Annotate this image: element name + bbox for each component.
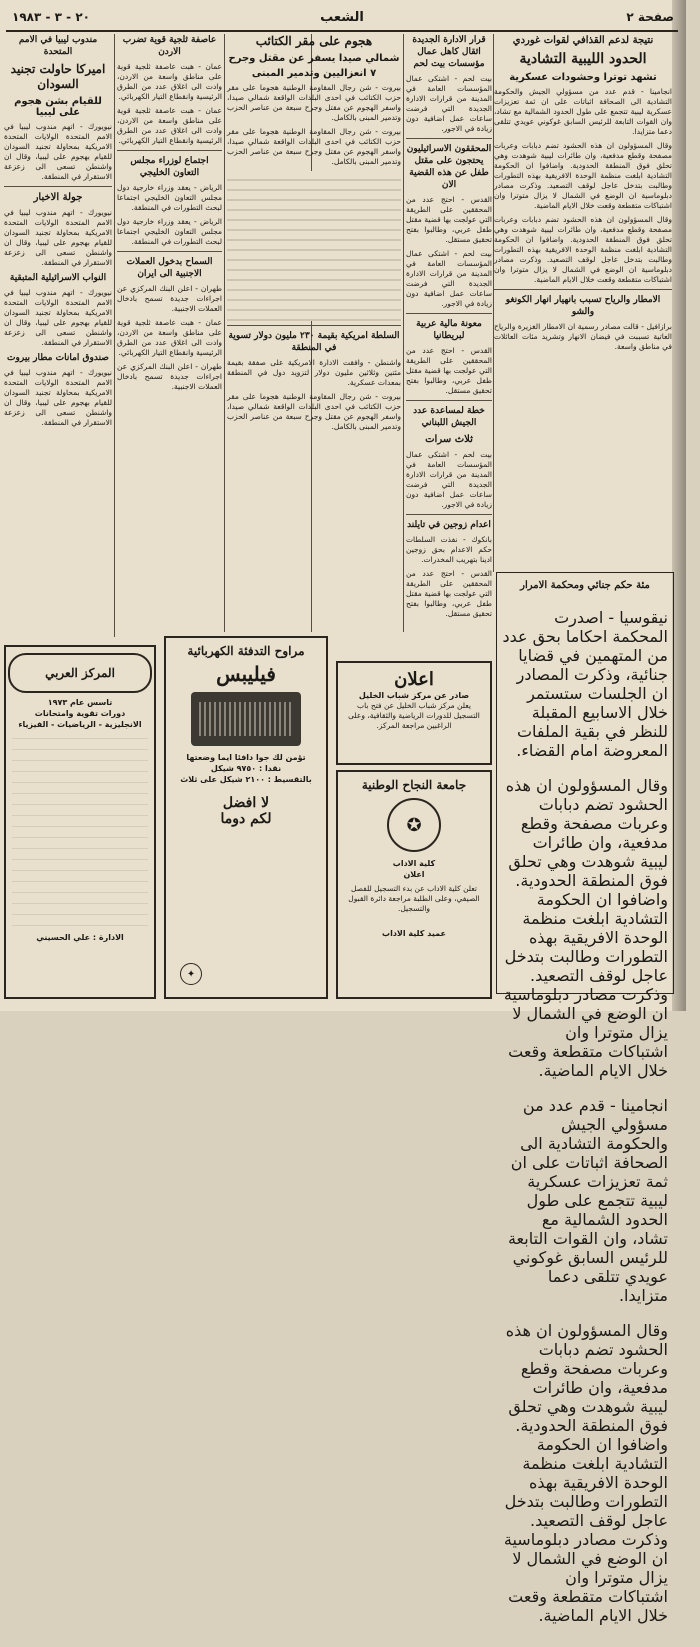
article-body: بيت لحم - اشتكى عمال المؤسسات العامة في المدينة من قرارات الادارة الجديدة التي فرضت ساعات عمل اضافية دون زيادة في الاجور. [406,450,492,509]
article-headline: اجتماع لوزراء مجلس التعاون الخليجي [130,156,209,178]
divider [406,313,492,314]
masthead [6,4,678,32]
ad-philips-heater [164,636,328,999]
divider [406,514,492,515]
article-body: وقال المسؤولون ان هذه الحشود تضم دبابات وعربات مصفحة وقطع مدفعية، وان طائرات ليبية شوهدت وهي تحلق فوق المنطقة الحدودية. واضافوا ان الحكومة التشادية ابلغت منظمة الوحدة الافريقية بهذه التطورات وطالبت بتدخل عاجل لوقف التصعيد. وذكرت مصادر دبلوماسية ان الوضع في الشمال لا يزال متوترا وان اشتباكات متقطعة وقعت خلال الايام الماضية. [494,215,672,284]
article-column-5 [4,34,112,637]
article-column-3 [227,34,401,632]
article-body: وقال المسؤولون ان هذه الحشود تضم دبابات وعربات مصفحة وقطع مدفعية، وان طائرات ليبية شوهدت وهي تحلق فوق المنطقة الحدودية. واضافوا ان الحكومة التشادية ابلغت منظمة الوحدة الافريقية بهذه التطورات وطالبت بتدخل عاجل لوقف التصعيد. وذكرت مصادر دبلوماسية ان الوضع في الشمال لا يزال متوترا وان اشتباكات متقطعة وقعت خلال الايام الماضية. [494,141,672,210]
ad-text: دورات تقوية وامتحانات [34,709,126,718]
page-number: صفحة ٢ [626,10,674,24]
article-body: القدس - احتج عدد من المحققين على الطريقة التي عولجت بها قضية مقتل طفل عربي، وطالبوا بفتح تحقيق مستقل. [406,569,492,618]
article-column-2 [406,34,492,632]
article-body: القدس - احتج عدد من المحققين على الطريقة التي عولجت بها قضية مقتل طفل عربي، وطالبوا بفتح تحقيق مستقل. [406,195,492,244]
ad-text: يعلن مركز شباب الخليل عن فتح باب التسجيل للدورات الرياضية والثقافية، وعلى الراغبين مراجعة المركز. [348,701,480,730]
article-headline: مئة حكم جنائي ومحكمة الامرار [520,580,650,591]
article-body: بيت لحم - اشتكى عمال المؤسسات العامة في المدينة من قرارات الادارة الجديدة التي فرضت ساعات عمل اضافية دون زيادة في الاجور. [406,74,492,133]
article-headline: السماح بدخول العملات الاجنبية الى ايران [126,257,213,279]
article-column-4 [117,34,222,632]
article-headline: صندوق امانات مطار بيروت [7,353,109,363]
ad-course-list [12,736,148,926]
column-rule [114,34,115,637]
ad-slogan: لا افضل [222,795,270,811]
university-name: جامعة النجاح الوطنية [361,778,467,792]
article-body: القدس - احتج عدد من المحققين على الطريقة التي عولجت بها قضية مقتل طفل عربي، وطالبوا بفتح تحقيق مستقل. [406,346,492,395]
ad-text: الادارة : علي الحسيني [36,933,124,942]
column-rule [224,34,225,632]
article-kicker: مندوب ليبيا في الامم المتحدة [18,35,98,57]
divider [117,150,222,151]
article-kicker: نتيجة لدعم القذافي لقوات غوردي [512,35,654,46]
philips-logo-icon: ✦ [180,963,202,985]
issue-date: ٢٠ - ٣ - ١٩٨٣ [12,10,90,24]
divider [4,186,112,187]
article-body: انجامينا - قدم عدد من مسؤولي الجيش والحكومة التشادية الى الصحافة اثباتات على ان ثمة تعزيزات عسكرية ليبية تتجمع على طول الحدود الشمالية مع تشاد، وان القوات التابعة للرئيس السابق غوكوني عويدي تتلقى دعما متزايدا. [507,1096,668,1305]
article-body: وقال المسؤولون ان هذه الحشود تضم دبابات وعربات مصفحة وقطع مدفعية، وان طائرات ليبية شوهدت وهي تحلق فوق المنطقة الحدودية. واضافوا ان الحكومة التشادية ابلغت منظمة الوحدة الافريقية بهذه التطورات وطالبت بتدخل عاجل لوقف التصعيد. وذكرت مصادر دبلوماسية ان الوضع في الشمال لا يزال متوترا وان اشتباكات متقطعة وقعت خلال الايام الماضية. [503,1321,668,1625]
ad-text: تاسس عام ١٩٧٣ [47,698,113,707]
university-seal-icon: ✪ [387,798,441,852]
ad-faculty: كلية الاداب [392,859,436,868]
ad-title: اعلان [394,669,434,690]
news-roundup-title: جولة الاخبار [33,192,83,203]
article-body: عمان - هبت عاصفة ثلجية قوية على مناطق واسعة من الاردن، وادت الى اغلاق عدد من الطرق الرئيسية وانقطاع التيار الكهربائي. [117,62,222,101]
divider [406,400,492,401]
article-body: نيويورك - اتهم مندوب ليبيا في الامم المتحدة الولايات المتحدة الامريكية بمحاولة تجنيد السودان للقيام بهجوم على ليبيا، وقال ان واشنطن تسعى الى زعزعة الاستقرار في المنطقة. [4,208,112,267]
ad-price: بالتقسيط : ٢١٠٠ شيكل على ثلاث [180,775,312,784]
article-body: نيويورك - اتهم مندوب ليبيا في الامم المتحدة الولايات المتحدة الامريكية بمحاولة تجنيد السودان للقيام بهجوم على ليبيا، وقال ان واشنطن تسعى الى زعزعة الاستقرار في المنطقة. [4,288,112,347]
article-body: بانكوك - نفذت السلطات حكم الاعدام بحق زوجين ادينا بتهريب المخدرات. [406,535,492,564]
article-headline: المحققون الاسرائيليون يحتجون على مقتل طفل عن هذه القضية الان [406,144,492,190]
divider [494,289,672,290]
ad-university [336,770,492,999]
article-headline: قرار الادارة الجديدة اثقال كاهل عمال مؤسسات بيت لحم [412,35,486,69]
article-headline: اميركا حاولت تجنيد السودان [10,62,106,91]
article-subhead: تشهد توترا وحشودات عسكرية [509,72,657,83]
article-headline: عاصفة ثلجية قوية تضرب الاردن [122,35,217,57]
article-body: عمان - هبت عاصفة ثلجية قوية على مناطق واسعة من الاردن، وادت الى اغلاق عدد من الطرق الرئيسية وانقطاع التيار الكهربائي. [117,106,222,145]
article-headline: الامطار والرياح تسبب بانهيار انهار الكونغو والشو [505,295,661,317]
article-headline: النواب الاسرائيلية المتبقية [9,273,107,283]
ad-title: مراوح التدفئة الكهربائية [187,644,305,658]
divider [406,138,492,139]
article-body: بيروت - شن رجال المقاومة الوطنية هجوما على مقر حزب الكتائب في احدى البلدات الواقعة شمالي صيدا، واسفر الهجوم عن مقتل وجرح سبعة من عناصر الحزب وتدمير المبنى بالكامل. [227,83,401,122]
ad-educational-center [4,645,156,999]
article-subhead: شمالي صيدا يسفر عن مقتل وجرح [228,53,400,64]
article-headline: هجوم على مقر الكتائب [255,34,373,48]
article-lead: انجامينا - قدم عدد من مسؤولي الجيش والحكومة التشادية الى الصحافة اثباتات على ان ثمة تعزيزات عسكرية ليبية تتجمع على طول الحدود الشمالية مع تشاد، وان القوات التابعة للرئيس السابق غوكوني عويدي تتلقى دعما متزايدا. [494,87,672,136]
article-subhead: ٧ انعزاليين وتدمير المبنى [251,68,377,79]
paper-name: الشعب [320,10,364,25]
article-headline: خطة لمساعدة عدد الجيش اللبناني [413,406,485,428]
article-body: واشنطن - وافقت الادارة الامريكية على صفقة بقيمة مئتين وثلاثين مليون دولار لتزويد دول في المنطقة بمعدات عسكرية. [227,358,401,387]
ad-price: نقدا : ٩٧٥٠ شيكل [210,764,282,773]
ad-brand: فيليبس [216,662,276,686]
article-body: وقال المسؤولون ان هذه الحشود تضم دبابات وعربات مصفحة وقطع مدفعية، وان طائرات ليبية شوهدت وهي تحلق فوق المنطقة الحدودية. واضافوا ان الحكومة التشادية ابلغت منظمة الوحدة الافريقية بهذه التطورات وطالبت بتدخل عاجل لوقف التصعيد. وذكرت مصادر دبلوماسية ان الوضع في الشمال لا يزال متوترا وان اشتباكات متقطعة وقعت خلال الايام الماضية. [503,776,668,1080]
ad-announcement [336,661,492,765]
article-court-box [496,572,674,1625]
ad-text: تعلن كلية الاداب عن بدء التسجيل للفصل الصيفي، وعلى الطلبة مراجعة دائرة القبول والتسجيل. [348,884,480,913]
divider [227,325,401,326]
article-headline: اعدام زوجين في تايلند [407,520,491,530]
article-body: الرياض - يعقد وزراء خارجية دول مجلس التعاون الخليجي اجتماعا لبحث التطورات في المنطقة. [117,183,222,212]
article-headline: ثلاث سرات [425,434,473,445]
article-body: نيقوسيا - اصدرت المحكمة احكاما بحق عدد من المتهمين في قضايا جنائية، وذكرت المصادر ان الجلسات ستستمر خلال الاسابيع المقبلة للنظر في بقية الملفات المعروضة امام القضاء. [502,608,668,760]
article-body: الرياض - يعقد وزراء خارجية دول مجلس التعاون الخليجي اجتماعا لبحث التطورات في المنطقة. [117,217,222,246]
page-binding-edge [672,0,686,1011]
ad-slogan: لكم دوما [220,811,272,827]
ad-text: تؤمن لك جوا دافئا ايما وضعتها [186,753,306,762]
article-headline: السلطة امريكية بقيمة ٢٣٠ مليون دولار تسوية في المنطقة [228,331,400,353]
article-body: طهران - اعلن البنك المركزي عن اجراءات جديدة تسمح بادخال العملات الاجنبية. [117,362,222,391]
article-body: عمان - هبت عاصفة ثلجية قوية على مناطق واسعة من الاردن، وادت الى اغلاق عدد من الطرق الرئيسية وانقطاع التيار الكهربائي. [117,318,222,357]
ad-subtitle: صادر عن مركز شباب الخليل [358,691,470,700]
ad-label: اعلان [403,870,425,879]
heater-image [191,692,301,746]
article-body: بيت لحم - اشتكى عمال المؤسسات العامة في المدينة من قرارات الادارة الجديدة التي فرضت ساعات عمل اضافية دون زيادة في الاجور. [406,249,492,308]
divider [117,251,222,252]
article-headline: معونة مالية عربية لبريطانيا [416,319,482,341]
article-body: نيويورك - اتهم مندوب ليبيا في الامم المتحدة الولايات المتحدة الامريكية بمحاولة تجنيد السودان للقيام بهجوم على ليبيا، وقال ان واشنطن تسعى الى زعزعة الاستقرار في المنطقة. [4,122,112,181]
article-body: طهران - اعلن البنك المركزي عن اجراءات جديدة تسمح بادخال العملات الاجنبية. [117,284,222,313]
article-chad-libya [494,34,672,572]
article-subhead: للقيام بشن هجوم على ليبيا [14,96,102,118]
photo-placeholder [227,171,401,321]
center-logo: المركز العربي [8,653,152,693]
column-rule [403,34,404,632]
ad-text: الانجليزية - الرياضيات - الفيزياء [18,720,142,729]
article-body: نيويورك - اتهم مندوب ليبيا في الامم المتحدة الولايات المتحدة الامريكية بمحاولة تجنيد السودان للقيام بهجوم على ليبيا، وقال ان واشنطن تسعى الى زعزعة الاستقرار في المنطقة. [4,368,112,427]
article-body: بيروت - شن رجال المقاومة الوطنية هجوما على مقر حزب الكتائب في احدى البلدات الواقعة شمالي صيدا، واسفر الهجوم عن مقتل وجرح سبعة من عناصر الحزب وتدمير المبنى بالكامل. [227,127,401,166]
article-headline: الحدود الليبية التشادية [519,51,647,67]
article-body: بيروت - شن رجال المقاومة الوطنية هجوما على مقر حزب الكتائب في احدى البلدات الواقعة شمالي صيدا، واسفر الهجوم عن مقتل وجرح سبعة من عناصر الحزب وتدمير المبنى بالكامل. [227,392,401,431]
article-body: برازافيل - قالت مصادر رسمية ان الامطار الغزيرة والرياح العاتية تسببت في فيضان الانهار وتشريد مئات العائلات في مناطق واسعة. [494,322,672,351]
ad-footer: عميد كلية الاداب [382,929,446,938]
